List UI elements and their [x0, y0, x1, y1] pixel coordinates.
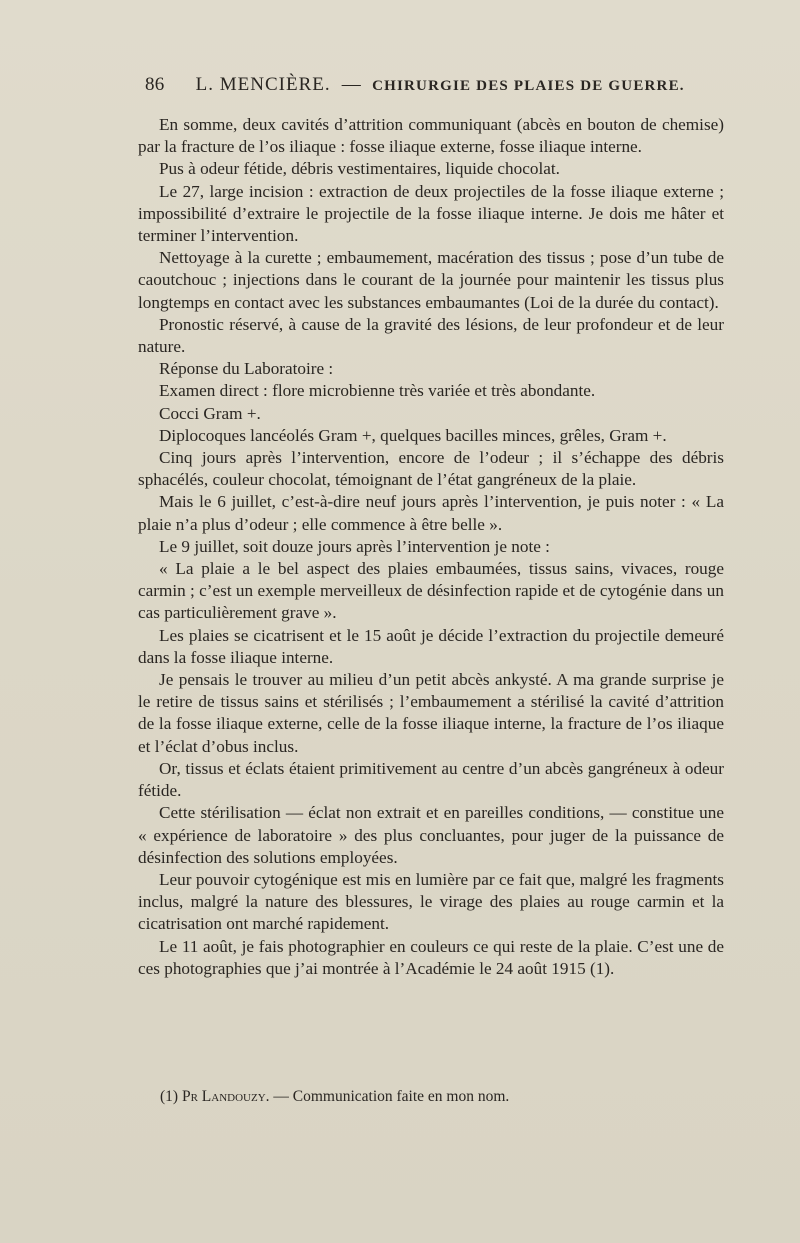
paragraph: Le 11 août, je fais photographier en couleurs ce qui reste de la plaie. C’est une de ces photographies que j’ai montrée à l’Académie le 24 août 1915 (1). [138, 936, 724, 978]
paragraph: Diplocoques lancéolés Gram +, quelques bacilles minces, grêles, Gram +. [159, 425, 667, 445]
paragraph: Pus à odeur fétide, débris vestimentaires, liquide chocolat. [159, 159, 560, 179]
running-header [145, 74, 725, 96]
footnote-text: Communication faite en mon nom. [292, 1088, 510, 1105]
paragraph: Nettoyage à la curette ; embaumement, macération des tissus ; pose d’un tube de caoutchouc ; injections dans le courant de la journée pour maintenir les tissus plus longtemps en contact avec les substances embaumantes (Loi de la durée du contact). [138, 248, 724, 312]
paragraph: Les plaies se cicatrisent et le 15 août je décide l’extraction du projectile demeuré dans la fosse iliaque interne. [138, 625, 724, 667]
header-author: L. MENCIÈRE. [195, 74, 331, 95]
paragraph: Cette stérilisation — éclat non extrait et en pareilles conditions, — constitue une « expérience de laboratoire » des plus concluantes, pour juger de la puissance de désinfection des solutions employées. [138, 803, 724, 867]
paragraph: Leur pouvoir cytogénique est mis en lumière par ce fait que, malgré les fragments inclus, malgré la nature des blessures, le virage des plaies au rouge carmin et la cicatrisation ont marché rapidement. [138, 869, 724, 934]
paragraph: Je pensais le trouver au milieu d’un petit abcès ankysté. A ma grande surprise je le retire de tissus sains et stérilisés ; l’embaumement a stérilisé la cavité d’attrition de la fosse iliaque externe, celle de la fosse iliaque interne, la fracture de l’os iliaque et l’éclat d’obus inclus. [138, 670, 724, 756]
paragraph: Cocci Gram +. [159, 403, 261, 423]
footnote [140, 1087, 724, 1107]
footnote-author: Pr Landouzy. [181, 1088, 270, 1105]
footnote-dash: — [273, 1088, 289, 1105]
paragraph: « La plaie a le bel aspect des plaies embaumées, tissus sains, vivaces, rouge carmin ; c’est un exemple merveilleux de désinfection rapide et de cytogénie dans un cas particulièrement grave ». [138, 559, 724, 623]
paragraph: Or, tissus et éclats étaient primitivement au centre d’un abcès gangréneux à odeur fétide. [138, 758, 724, 801]
header-title: CHIRURGIE DES PLAIES DE GUERRE. [372, 78, 685, 94]
paragraph: Réponse du Laboratoire : [159, 359, 334, 379]
header-separator: — [341, 74, 362, 95]
paragraph: Le 9 juillet, soit douze jours après l’intervention je note : [159, 536, 550, 556]
body-text [138, 114, 724, 980]
paragraph: Cinq jours après l’intervention, encore de l’odeur ; il s’échappe des débris sphacélés, couleur chocolat, témoignant de l’état gangréneux de la plaie. [138, 448, 724, 490]
paragraph: En somme, deux cavités d’attrition communiquant (abcès en bouton de chemise) par la fracture de l’os iliaque : fosse iliaque externe, fosse iliaque interne. [138, 115, 724, 157]
footnote-marker: (1) [160, 1088, 179, 1105]
paragraph: Mais le 6 juillet, c’est-à-dire neuf jours après l’intervention, je puis noter : « La plaie n’a plus d’odeur ; elle commence à être belle ». [138, 492, 724, 534]
page-number: 86 [145, 74, 165, 95]
paragraph: Examen direct : flore microbienne très variée et très abondante. [159, 381, 596, 401]
paragraph: Le 27, large incision : extraction de deux projectiles de la fosse iliaque externe ; impossibilité d’extraire le projectile de la fosse iliaque interne. Je dois me hâter et terminer l’intervention. [138, 181, 724, 246]
paragraph: Pronostic réservé, à cause de la gravité des lésions, de leur profondeur et de leur nature. [138, 314, 724, 357]
